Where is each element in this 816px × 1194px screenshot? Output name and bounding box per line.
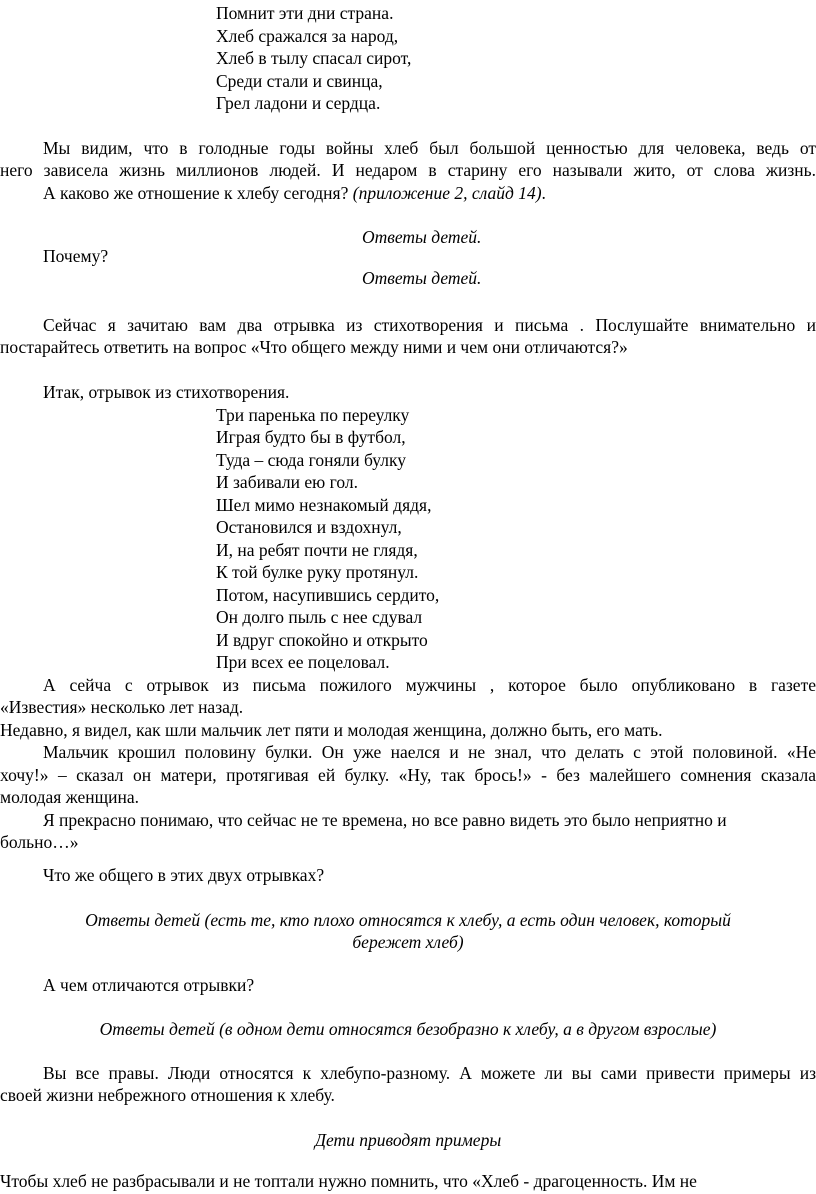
- paragraph-line: Мы видим, что в голодные годы войны хлеб был большой ценностью для человека, ведь от: [43, 138, 816, 158]
- poem2-line: И забивали ею гол.: [216, 472, 358, 492]
- children-answers: Ответы детей.: [362, 268, 482, 288]
- poem1-line: Помнит эти дни страна.: [216, 3, 394, 23]
- poem1-line: Среди стали и свинца,: [216, 71, 383, 91]
- poem2-line: Остановился и вздохнул,: [216, 517, 402, 537]
- children-examples: Дети приводят примеры: [314, 1130, 502, 1150]
- poem-intro: Итак, отрывок из стихотворения.: [43, 382, 290, 402]
- poem2-line: И вдруг спокойно и открыто: [216, 630, 428, 650]
- question-today: [43, 182, 546, 205]
- poem2-line: Потом, насупившись сердито,: [216, 585, 440, 605]
- poem2-line: К той булке руку протянул.: [216, 562, 419, 582]
- children-answers: Ответы детей.: [362, 227, 482, 247]
- letter-line: молодая женщина.: [0, 787, 140, 807]
- poem2-line: И, на ребят почти не глядя,: [216, 540, 418, 560]
- poem2-line: Туда – сюда гоняли булку: [216, 450, 406, 470]
- letter-intro-line: «Известия» несколько лет назад.: [0, 697, 244, 717]
- letter-line: Мальчик крошил половину булки. Он уже наелся и не знал, что делать с этой половиной. «Не: [43, 742, 816, 762]
- children-answers-common: бережет хлеб): [352, 932, 464, 952]
- letter-line: Недавно, я видел, как шли мальчик лет пяти и молодая женщина, должно быть, его мать.: [0, 720, 663, 740]
- paragraph-line: своей жизни небрежного отношения к хлебу.: [0, 1085, 335, 1105]
- question-common: Что же общего в этих двух отрывках?: [43, 865, 325, 885]
- poem2-line: При всех ее поцеловал.: [216, 652, 390, 672]
- poem1-line: Хлеб в тылу спасал сирот,: [216, 48, 412, 68]
- paragraph-line: Чтобы хлеб не разбрасывали и не топтали нужно помнить, что «Хлеб - драгоценность. Им не: [0, 1171, 697, 1191]
- paragraph-line: постарайтесь ответить на вопрос «Что общего между ними и чем они отличаются?»: [0, 337, 628, 357]
- children-answers-differences: Ответы детей (в одном дети относятся безобразно к хлебу, а в другом взрослые): [99, 1019, 717, 1039]
- question-differences: А чем отличаются отрывки?: [43, 975, 255, 995]
- question-period: .: [541, 183, 546, 203]
- poem2-line: Играя будто бы в футбол,: [216, 427, 406, 447]
- letter-line: Я прекрасно понимаю, что сейчас не те времена, но все равно видеть это было неприятно и: [43, 810, 727, 830]
- question-why: Почему?: [43, 246, 109, 266]
- poem2-line: Он долго пыль с нее сдувал: [216, 607, 423, 627]
- poem1-line: Хлеб сражался за народ,: [216, 26, 399, 46]
- paragraph-line: него зависела жизнь миллионов людей. И недаром в старину его называли жито, от слова жизнь.: [0, 160, 816, 180]
- slide-reference: (приложение 2, слайд 14): [352, 183, 542, 203]
- children-answers-common: Ответы детей (есть те, кто плохо относятся к хлебу, а есть один человек, который: [85, 910, 731, 930]
- poem2-line: Три паренька по переулку: [216, 405, 410, 425]
- letter-line: хочу!» – сказал он матери, протягивая ей булку. «Ну, так брось!» - без малейшего сомнения сказала: [0, 765, 816, 785]
- question-text: А каково же отношение к хлебу сегодня?: [43, 183, 353, 203]
- poem1-line: Грел ладони и сердца.: [216, 93, 381, 113]
- letter-intro-line: А сейча с отрывок из письма пожилого мужчины , которое было опубликовано в газете: [43, 675, 816, 695]
- poem2-line: Шел мимо незнакомый дядя,: [216, 495, 432, 515]
- letter-line: больно…»: [0, 832, 79, 852]
- paragraph-line: Вы все правы. Люди относятся к хлебупо-разному. А можете ли вы сами привести примеры из: [43, 1063, 816, 1083]
- paragraph-line: Сейчас я зачитаю вам два отрывка из стихотворения и письма . Послушайте внимательно и: [43, 315, 816, 335]
